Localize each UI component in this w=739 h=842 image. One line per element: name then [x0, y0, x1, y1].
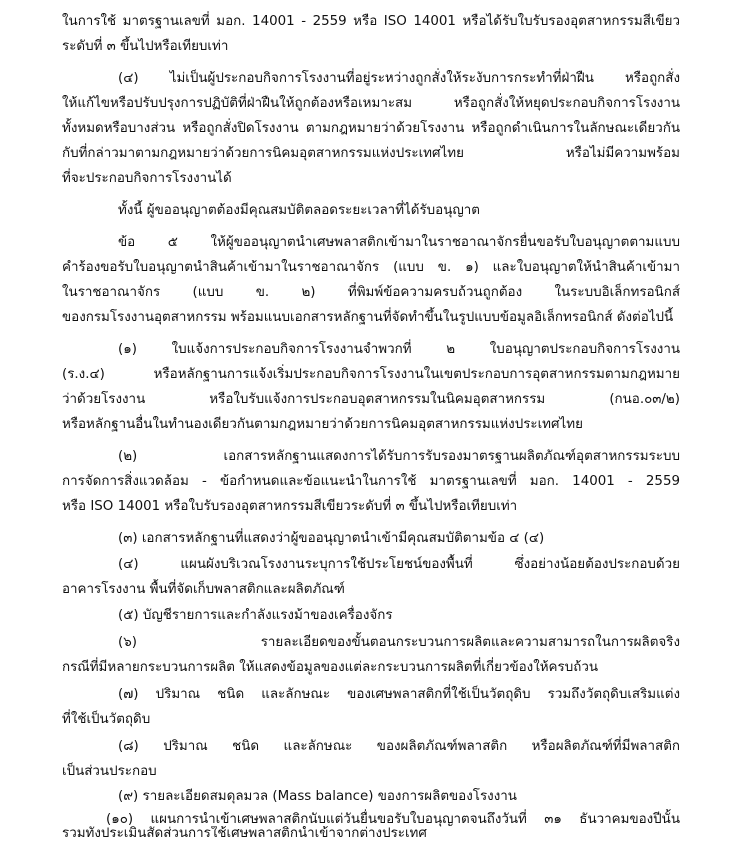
text-line: (๑) ใบแจ้งการประกอบกิจการโรงงานจำพวกที่ ๒ ใบอนุญาตประกอบกิจการโรงงาน	[118, 342, 680, 357]
text-line: (๘) ปริมาณ ชนิด และลักษณะ ของผลิตภัณฑ์พลาสติก หรือผลิตภัณฑ์ที่มีพลาสติก	[118, 739, 680, 754]
text-line: ข้อ ๕ ให้ผู้ขออนุญาตนำเศษพลาสติกเข้ามาในราชอาณาจักรยื่นขอรับใบอนุญาตตามแบบ	[118, 235, 680, 250]
text-line: (๔) ไม่เป็นผู้ประกอบกิจการโรงงานที่อยู่ระหว่างถูกสั่งให้ระงับการกระทำที่ฝ่าฝืน หรือถูกสั่ง	[118, 71, 680, 86]
text-line: (๓) เอกสารหลักฐานที่แสดงว่าผู้ขออนุญาตนำเข้ามีคุณสมบัติตามข้อ ๔ (๔)	[118, 531, 545, 546]
text-line: ที่ใช้เป็นวัตถุดิบ	[62, 712, 151, 727]
text-line: (ร.ง.๔) หรือหลักฐานการแจ้งเริ่มประกอบกิจการโรงงานในเขตประกอบการอุตสาหกรรมตามกฎหมาย	[62, 367, 680, 382]
text-line: (๒) เอกสารหลักฐานแสดงการได้รับการรับรองมาตรฐานผลิตภัณฑ์อุตสาหกรรมระบบ	[118, 449, 680, 464]
text-line: (๔) แผนผังบริเวณโรงงานระบุการใช้ประโยชน์ของพื้นที่ ซึ่งอย่างน้อยต้องประกอบด้วย	[118, 557, 680, 572]
text-line: ทั้งหมดหรือบางส่วน หรือถูกสั่งปิดโรงงาน ตามกฎหมายว่าด้วยโรงงาน หรือถูกดำเนินการในลักษณะเดียวกัน	[62, 121, 680, 136]
text-line: (๙) รายละเอียดสมดุลมวล (Mass balance) ของการผลิตของโรงงาน	[118, 789, 517, 804]
text-line: (๗) ปริมาณ ชนิด และลักษณะ ของเศษพลาสติกที่ใช้เป็นวัตถุดิบ รวมถึงวัตถุดิบเสริมแต่ง	[118, 687, 680, 702]
text-line: กรณีที่มีหลายกระบวนการผลิต ให้แสดงข้อมูลของแต่ละกระบวนการผลิตที่เกี่ยวข้องให้ครบถ้วน	[62, 660, 598, 675]
text-line: (๑๐) แผนการนำเข้าเศษพลาสติกนับแต่วันยื่นขอรับใบอนุญาตจนถึงวันที่ ๓๑ ธันวาคมของปีนั้น	[106, 812, 680, 827]
text-line: รวมทั้งประเมินสัดส่วนการใช้เศษพลาสติกนำเข้าจากต่างประเทศ	[62, 826, 427, 841]
text-line: เป็นส่วนประกอบ	[62, 764, 157, 779]
text-line: กับที่กล่าวมาตามกฎหมายว่าด้วยการนิคมอุตสาหกรรมแห่งประเทศไทย หรือไม่มีความพร้อม	[62, 146, 680, 161]
text-line: การจัดการสิ่งแวดล้อม - ข้อกำหนดและข้อแนะนำในการใช้ มาตรฐานเลขที่ มอก. 14001 - 2559	[62, 474, 680, 489]
text-line: ระดับที่ ๓ ขึ้นไปหรือเทียบเท่า	[62, 39, 229, 54]
text-line: ทั้งนี้ ผู้ขออนุญาตต้องมีคุณสมบัติตลอดระยะเวลาที่ได้รับอนุญาต	[118, 203, 480, 218]
text-line: ว่าด้วยโรงงาน หรือใบรับแจ้งการประกอบอุตสาหกรรมในนิคมอุตสาหกรรม (กนอ.๐๓/๒)	[62, 392, 680, 407]
text-line: (๖) รายละเอียดของขั้นตอนกระบวนการผลิตและความสามารถในการผลิตจริง	[118, 635, 680, 650]
text-line: ที่จะประกอบกิจการโรงงานได้	[62, 171, 232, 186]
text-line: ให้แก้ไขหรือปรับปรุงการปฏิบัติที่ฝ่าฝืนให้ถูกต้องหรือเหมาะสม หรือถูกสั่งให้หยุดประกอบกิจการโรงงาน	[62, 96, 680, 111]
text-line: คำร้องขอรับใบอนุญาตนำสินค้าเข้ามาในราชอาณาจักร (แบบ ข. ๑) และใบอนุญาตให้นำสินค้าเข้ามา	[62, 260, 680, 275]
text-line: หรือ ISO 14001 หรือใบรับรองอุตสาหกรรมสีเขียวระดับที่ ๓ ขึ้นไปหรือเทียบเท่า	[62, 499, 518, 514]
text-line: อาคารโรงงาน พื้นที่จัดเก็บพลาสติกและผลิตภัณฑ์	[62, 582, 345, 597]
text-line: (๕) บัญชีรายการและกำลังแรงม้าของเครื่องจักร	[118, 608, 393, 623]
text-line: ในราชอาณาจักร (แบบ ข. ๒) ที่พิมพ์ข้อความครบถ้วนถูกต้อง ในระบบอิเล็กทรอนิกส์	[62, 285, 680, 300]
text-line: ของกรมโรงงานอุตสาหกรรม พร้อมแนบเอกสารหลักฐานที่จัดทำขึ้นในรูปแบบข้อมูลอิเล็กทรอนิกส์ ดังต่อไปนี้	[62, 310, 674, 325]
text-line: หรือหลักฐานอื่นในทำนองเดียวกันตามกฎหมายว่าด้วยการนิคมอุตสาหกรรมแห่งประเทศไทย	[62, 417, 583, 432]
text-line: ในการใช้ มาตรฐานเลขที่ มอก. 14001 - 2559 หรือ ISO 14001 หรือได้รับใบรับรองอุตสาหกรรมสีเขียว	[62, 14, 680, 29]
